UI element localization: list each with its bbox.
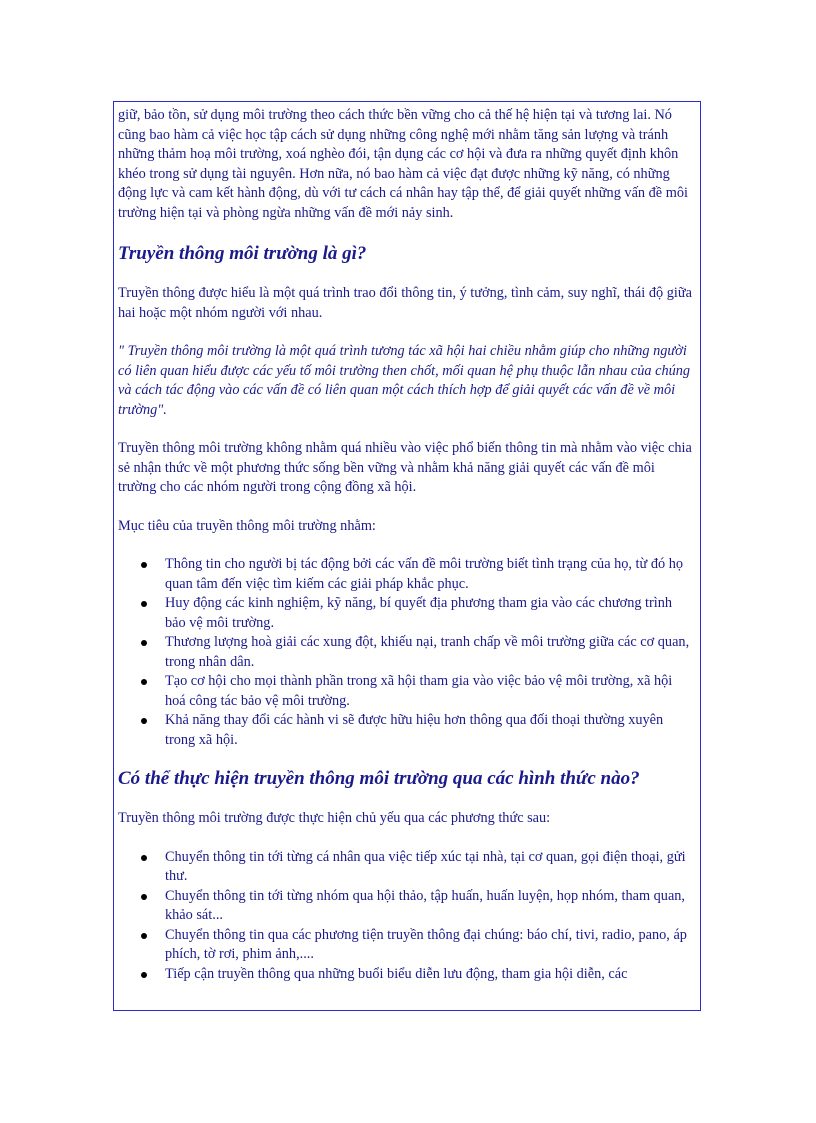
list-item: Thông tin cho người bị tác động bởi các vấn đề môi trường biết tình trạng của họ, từ đó họ quan tâm đến việc tìm kiếm các giải pháp khắc phục. [165,555,696,594]
definition-paragraph: Truyền thông được hiểu là một quá trình trao đổi thông tin, ý tưởng, tình cảm, suy nghĩ, thái độ giữa hai hoặc một nhóm người với nhau. [118,285,692,321]
methods-intro: Truyền thông môi trường được thực hiện chủ yếu qua các phương thức sau: [118,810,551,826]
list-item: Tạo cơ hội cho mọi thành phần trong xã hội tham gia vào việc bảo vệ môi trường, xã hội hoá công tác bảo vệ môi trường. [165,672,696,711]
goals-intro: Mục tiêu của truyền thông môi trường nhằm: [118,517,376,534]
list-item: Huy động các kinh nghiệm, kỹ năng, bí quyết địa phương tham gia vào các chương trình bảo vệ môi trường. [165,594,696,633]
section-heading-what-is: Truyền thông môi trường là gì? [118,243,367,264]
list-item: Khả năng thay đổi các hành vi sẽ được hữu hiệu hơn thông qua đối thoại thường xuyên trong xã hội. [165,711,696,750]
goals-list [118,555,696,750]
list-item: Chuyển thông tin tới từng nhóm qua hội thảo, tập huấn, huấn luyện, họp nhóm, tham quan, khảo sát... [165,887,696,926]
list-item: Chuyển thông tin tới từng cá nhân qua việc tiếp xúc tại nhà, tại cơ quan, gọi điện thoại, gửi thư. [165,848,696,887]
list-item: Thương lượng hoà giải các xung đột, khiếu nại, tranh chấp về môi trường giữa các cơ quan, trong nhân dân. [165,633,696,672]
section-heading-methods: Có thể thực hiện truyền thông môi trường qua các hình thức nào? [118,768,640,789]
list-item: Tiếp cận truyền thông qua những buổi biểu diễn lưu động, tham gia hội diễn, các [165,965,696,985]
definition-quote: " Truyền thông môi trường là một quá trình tương tác xã hội hai chiều nhằm giúp cho những người có liên quan hiểu được các yếu tố môi trường then chốt, mối quan hệ phụ thuộc lẫn nhau của chúng và cách tác động vào các vấn đề có liên quan một cách thích hợp để giải quyết các vấn đề về môi trường". [118,343,691,418]
purpose-paragraph: Truyền thông môi trường không nhằm quá nhiều vào việc phổ biến thông tin mà nhằm vào việc chia sẻ nhận thức về một phương thức sống bền vững và nhằm khả năng giải quyết các vấn đề môi trường cho các nhóm người trong cộng đồng xã hội. [118,440,692,495]
intro-paragraph: giữ, bảo tồn, sử dụng môi trường theo cách thức bền vững cho cả thế hệ hiện tại và tương lai. Nó cũng bao hàm cả việc học tập cách sử dụng những công nghệ mới nhằm tăng sản lượng và tránh những thảm hoạ môi trường, xoá nghèo đói, tận dụng các cơ hội và đưa ra những quyết định khôn khéo trong sử dụng tài nguyên. Hơn nữa, nó bao hàm cả việc đạt được những kỹ năng, có những động lực và cam kết hành động, dù với tư cách cá nhân hay tập thể, để giải quyết những vấn đề môi trường hiện tại và phòng ngừa những vấn đề mới nảy sinh. [118,107,688,221]
methods-list [118,848,696,985]
list-item: Chuyển thông tin qua các phương tiện truyền thông đại chúng: báo chí, tivi, radio, pano, áp phích, tờ rơi, phim ảnh,.... [165,926,696,965]
document-frame [113,101,701,1011]
